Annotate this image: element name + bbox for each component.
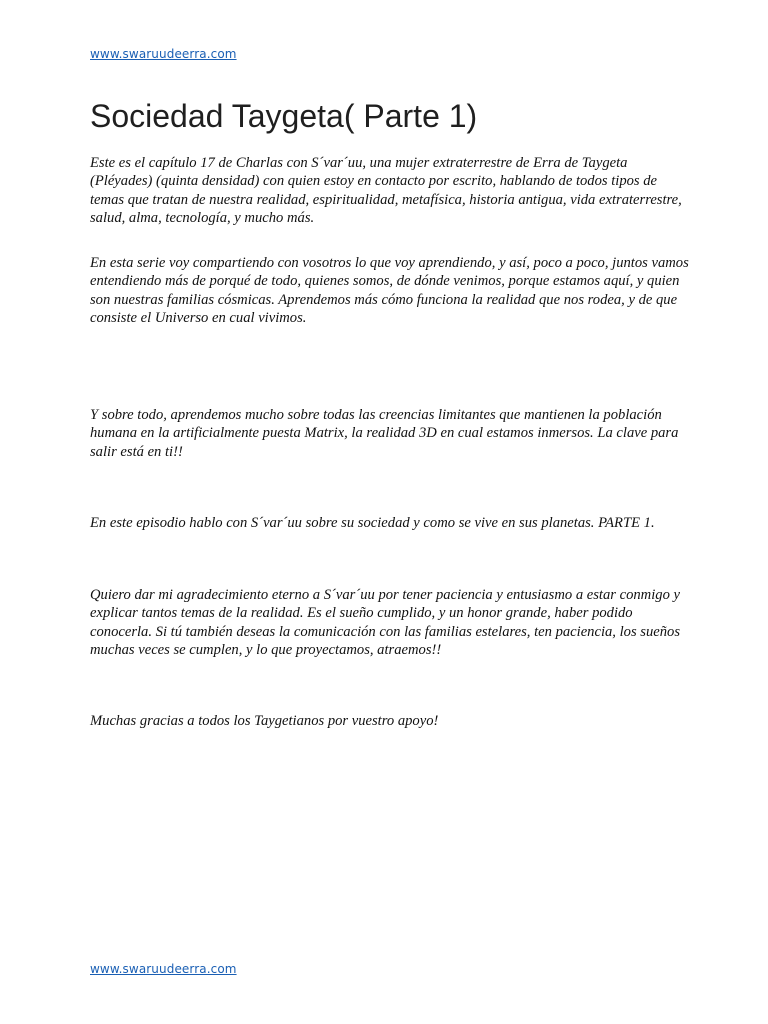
footer-website-link[interactable]: www.swaruudeerra.com xyxy=(90,962,237,976)
paragraph-episode: En este episodio hablo con S´var´uu sobre su sociedad y como se vive en sus planetas. PARTE 1. xyxy=(90,515,655,531)
header-website-link[interactable]: www.swaruudeerra.com xyxy=(90,47,237,61)
paragraph-series: En esta serie voy compartiendo con vosotros lo que voy aprendiendo, y así, poco a poco, juntos vamos entendiendo más de porqué de todo, quienes somos, de dónde venimos, porque estamos aquí, y quien son nuestras familias cósmicas. Aprendemos más cómo funciona la realidad que nos rodea, y de que consiste el Universo en cual vivimos. xyxy=(90,255,689,326)
paragraph-beliefs: Y sobre todo, aprendemos mucho sobre todas las creencias limitantes que mantienen la población humana en la artificialmente puesta Matrix, la realidad 3D en cual estamos inmersos. La clave para salir está en ti!! xyxy=(90,407,679,460)
paragraph-gratitude: Quiero dar mi agradecimiento eterno a S´var´uu por tener paciencia y entusiasmo a estar conmigo y explicar tantos temas de la realidad. Es el sueño cumplido, y un honor grande, haber podido conocerla. Si tú también deseas la comunicación con las familias estelares, ten paciencia, los sueños muchas veces se cumplen, y lo que proyectamos, atraemos!! xyxy=(90,587,680,658)
paragraph-thanks: Muchas gracias a todos los Taygetianos por vuestro apoyo! xyxy=(90,713,439,729)
paragraph-intro: Este es el capítulo 17 de Charlas con S´var´uu, una mujer extraterrestre de Erra de Taygeta (Pléyades) (quinta densidad) con quien estoy en contacto por escrito, hablando de todos tipos de temas que tratan de nuestra realidad, espiritualidad, metafísica, historia antigua, vida extraterrestre, salud, alma, tecnología, y mucho más. xyxy=(90,155,682,226)
document-title: Sociedad Taygeta( Parte 1) xyxy=(90,98,478,134)
